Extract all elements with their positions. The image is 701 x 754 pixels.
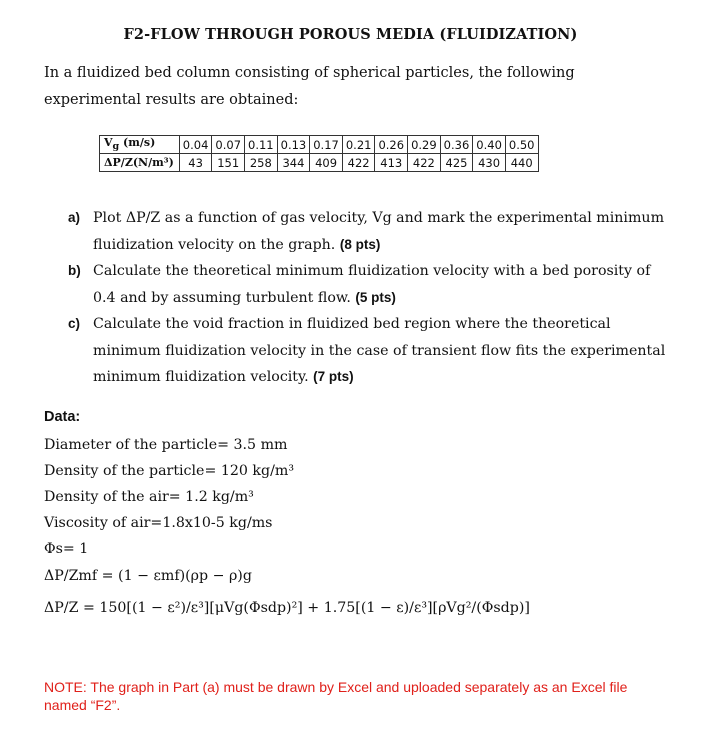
table-row-velocity <box>100 136 539 154</box>
table-cell: 0.13 <box>277 136 310 154</box>
table-cell: 0.29 <box>408 136 441 154</box>
experimental-data-table <box>99 135 539 172</box>
data-line: Φs= 1 <box>44 541 89 557</box>
table-cell: 258 <box>245 154 278 172</box>
question-c <box>68 311 676 391</box>
note-text: NOTE: The graph in Part (a) must be drawn by Excel and uploaded separately as an Excel file named “F2”. <box>44 679 628 713</box>
question-label: b) <box>68 263 81 278</box>
table-cell: 0.11 <box>245 136 278 154</box>
table-cell: 413 <box>375 154 408 172</box>
question-points: (8 pts) <box>339 236 381 252</box>
table-cell: 430 <box>473 154 506 172</box>
question-points: (7 pts) <box>313 369 354 384</box>
table-cell: 0.21 <box>342 136 375 154</box>
table-row-pressure <box>100 154 539 172</box>
question-a <box>68 205 676 258</box>
page-title: F2-FLOW THROUGH POROUS MEDIA (FLUIDIZATION) <box>123 26 578 43</box>
table-cell: 0.36 <box>440 136 473 154</box>
table-cell: 422 <box>408 154 441 172</box>
equation-ergun: ΔP/Z = 150[(1 − ε²)/ε³][μVg(Φsdp)²] + 1.75[(1 − ε)/ε³][ρVg²/(Φsdp)] <box>44 600 530 616</box>
question-text: Calculate the theoretical minimum fluidization velocity with a bed porosity of 0.4 and by assuming turbulent flow. <box>93 263 651 306</box>
table-cell: 0.07 <box>212 136 245 154</box>
velocity-row-label: $V_g$ (m/s) <box>100 136 180 154</box>
question-list <box>68 205 676 391</box>
table-cell: 0.40 <box>473 136 506 154</box>
data-line: Density of the particle= 120 kg/m³ <box>44 463 295 479</box>
data-line: Density of the air= 1.2 kg/m³ <box>44 489 254 505</box>
table-cell: 43 <box>179 154 212 172</box>
equation-min-fluidization: ΔP/Zmf = (1 − εmf)(ρp − ρ)g <box>44 568 252 584</box>
question-b <box>68 258 676 311</box>
table-cell: 344 <box>277 154 310 172</box>
data-line: Viscosity of air=1.8x10-5 kg/ms <box>44 515 273 531</box>
question-text: Plot ΔP/Z as a function of gas velocity, Vg and mark the experimental minimum fluidization velocity on the graph. <box>93 210 665 253</box>
question-label: c) <box>68 316 81 331</box>
table-cell: 0.04 <box>179 136 212 154</box>
table-cell: 0.17 <box>310 136 343 154</box>
data-heading: Data: <box>44 409 81 425</box>
table-cell: 409 <box>310 154 343 172</box>
table-cell: 422 <box>342 154 375 172</box>
table-cell: 151 <box>212 154 245 172</box>
question-label: a) <box>68 210 81 225</box>
table-cell: 440 <box>505 154 538 172</box>
question-points: (5 pts) <box>355 289 396 305</box>
intro-paragraph: In a fluidized bed column consisting of spherical particles, the following experimental results are obtained: <box>44 65 575 108</box>
table-cell: 0.50 <box>505 136 538 154</box>
data-line: Diameter of the particle= 3.5 mm <box>44 437 288 453</box>
pressure-row-label: ΔP/Z(N/m³) <box>100 154 180 172</box>
question-text: Calculate the void fraction in fluidized bed region where the theoretical minimum fluidization velocity in the case of transient flow fits the experimental minimum fluidization velocity. <box>93 316 666 385</box>
table-cell: 425 <box>440 154 473 172</box>
data-list <box>44 432 674 562</box>
table-cell: 0.26 <box>375 136 408 154</box>
